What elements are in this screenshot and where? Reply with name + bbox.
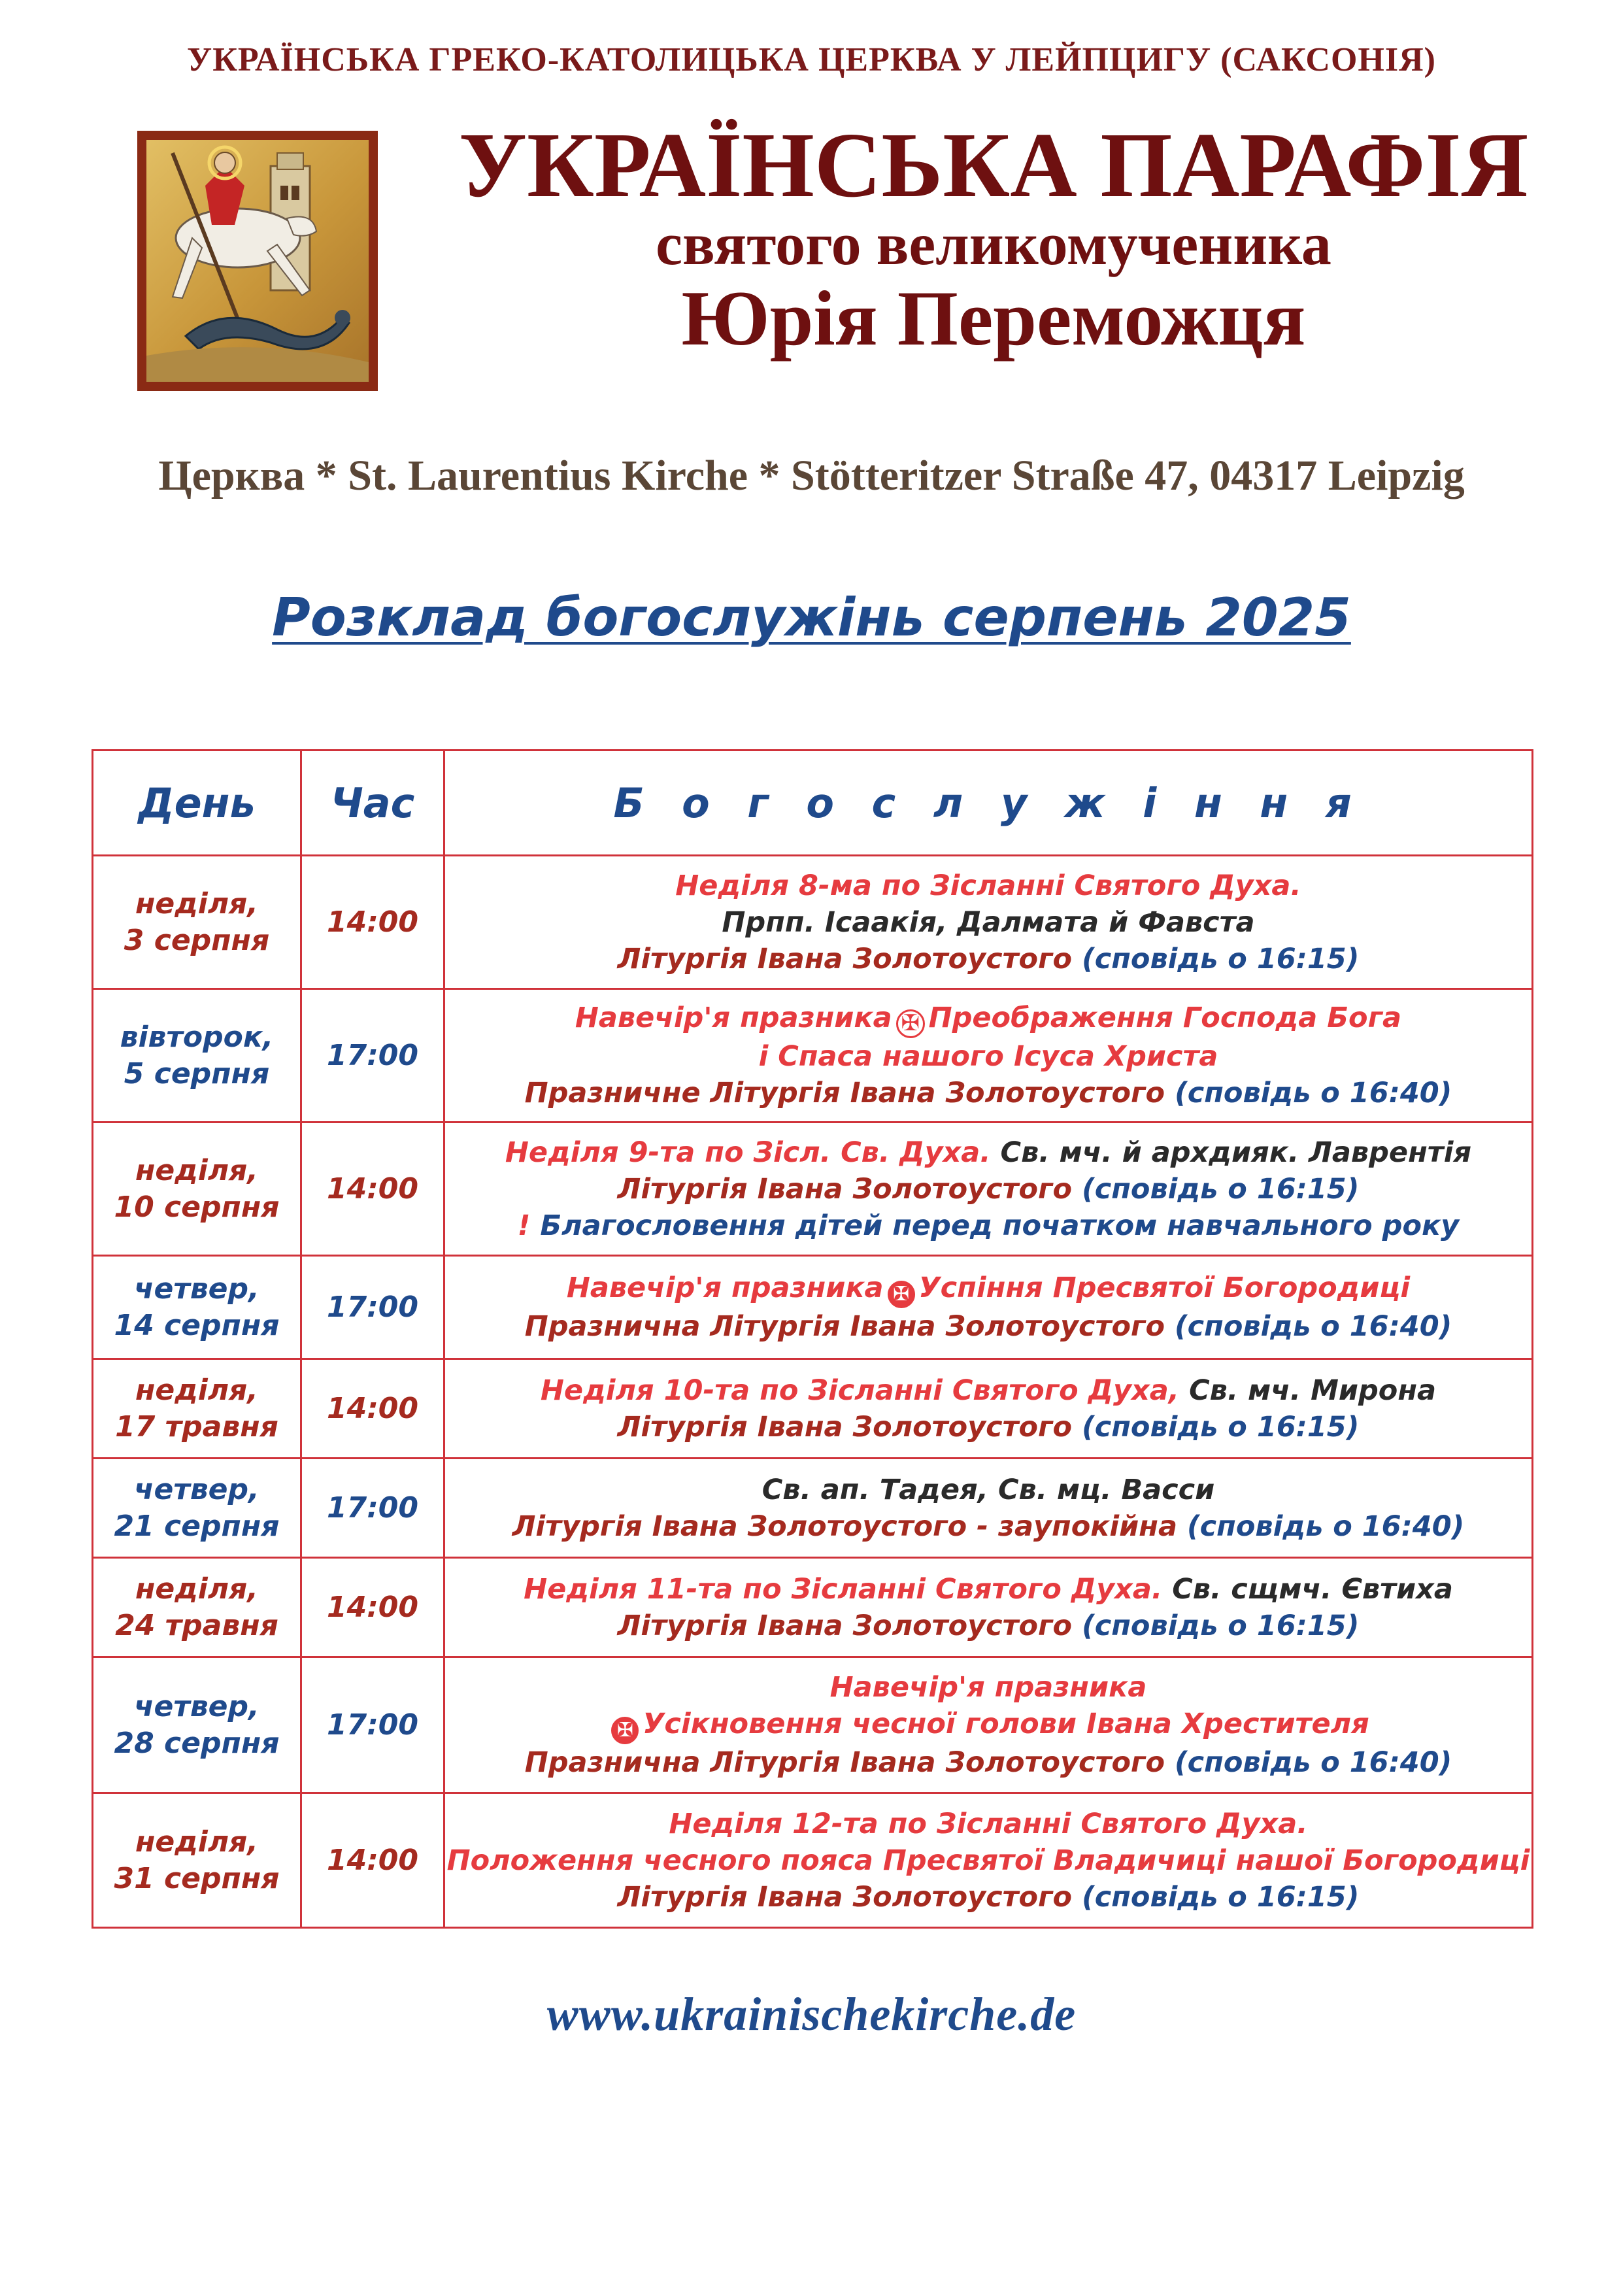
- feast-name: Успіння Пресвятої Богородиці: [918, 1272, 1411, 1304]
- service-cell: [444, 1123, 1533, 1256]
- date: 24 травня: [115, 1608, 278, 1642]
- liturgy-text: Празничне Літургія Івана Золотоустого: [524, 1077, 1165, 1109]
- weekday: неділя,: [135, 1373, 259, 1407]
- day-cell: [93, 1123, 301, 1256]
- st-george-icon: [137, 131, 378, 391]
- address-line: Церква * St. Laurentius Kirche * Stötteritzer Straße 47, 04317 Leipzig: [158, 452, 1465, 499]
- date: 17 травня: [115, 1410, 278, 1443]
- day-cell: [93, 989, 301, 1123]
- weekday: неділя,: [135, 1825, 259, 1859]
- day-cell: [93, 856, 301, 989]
- parish-subtitle: святого великомученика: [656, 211, 1331, 277]
- day-cell: [93, 1558, 301, 1657]
- confession-time: (сповідь о 16:40): [1177, 1510, 1465, 1543]
- service-cell: [444, 1793, 1533, 1928]
- liturgy-text: Літургія Івана Золотоустого: [617, 1880, 1073, 1914]
- weekday: неділя,: [135, 1572, 259, 1606]
- date: 14 серпня: [114, 1308, 280, 1342]
- service-line: Св. ап. Тадея, Св. мц. Васси: [761, 1473, 1215, 1506]
- exclamation-icon: !: [517, 1209, 531, 1242]
- schedule-title-text: Розклад богослужінь серпень 2025: [272, 587, 1351, 648]
- table-row: [93, 1558, 1533, 1657]
- table-row: [93, 1793, 1533, 1928]
- weekday: четвер,: [134, 1689, 259, 1723]
- liturgy-text: Літургія Івана Золотоустого: [617, 1410, 1073, 1443]
- service-line: Неділя 9-та по Зісл. Св. Духа.: [505, 1136, 991, 1169]
- service-cell: [444, 1359, 1533, 1459]
- schedule-table: [92, 749, 1533, 1929]
- confession-time: (сповідь о 16:15): [1072, 1410, 1360, 1443]
- table-row: [93, 1359, 1533, 1459]
- church-line: УКРАЇНСЬКА ГРЕКО-КАТОЛИЦЬКА ЦЕРКВА У ЛЕЙПЦИГУ (САКСОНІЯ): [187, 41, 1436, 78]
- table-row: [93, 856, 1533, 989]
- service-line: і Спаса нашого Ісуса Христа: [758, 1040, 1218, 1073]
- weekday: четвер,: [134, 1472, 259, 1506]
- header-day: День: [93, 751, 301, 856]
- confession-time: (сповідь о 16:40): [1165, 1310, 1452, 1343]
- confession-time: (сповідь о 16:40): [1165, 1077, 1452, 1109]
- weekday: неділя,: [135, 1153, 259, 1187]
- service-line: Прпп. Ісаакія, Далмата й Фавста: [722, 905, 1255, 939]
- weekday: вівторок,: [120, 1020, 274, 1054]
- service-line: Неділя 11-та по Зісланні Святого Духа.: [524, 1572, 1163, 1606]
- service-line: Навечір'я празника: [566, 1272, 884, 1304]
- cross-icon: ✠: [896, 1009, 925, 1038]
- saint-name: Св. сщмч. Євтиха: [1162, 1572, 1453, 1606]
- liturgy-text: Празнична Літургія Івана Золотоустого: [524, 1310, 1165, 1343]
- confession-time: (сповідь о 16:15): [1072, 942, 1360, 975]
- time-cell: 17:00: [301, 1256, 444, 1359]
- day-cell: [93, 1359, 301, 1459]
- saint-name: Св. мч. й архдияк. Лаврентія: [990, 1136, 1472, 1169]
- date: 21 серпня: [114, 1509, 280, 1543]
- time-cell: 17:00: [301, 1459, 444, 1558]
- time-cell: 17:00: [301, 989, 444, 1123]
- time-cell: 14:00: [301, 1123, 444, 1256]
- liturgy-text: Літургія Івана Золотоустого: [617, 942, 1073, 975]
- service-line: Положення чесного пояса Пресвятої Владичиці нашої Богородиці: [446, 1844, 1530, 1877]
- weekday: неділя,: [135, 886, 259, 920]
- confession-time: (сповідь о 16:15): [1072, 1880, 1360, 1914]
- table-row: [93, 989, 1533, 1123]
- day-cell: [93, 1793, 301, 1928]
- time-cell: 17:00: [301, 1657, 444, 1793]
- day-cell: [93, 1459, 301, 1558]
- table-row: [93, 1123, 1533, 1256]
- cross-icon: ✠: [888, 1281, 915, 1308]
- liturgy-text: Празнична Літургія Івана Золотоустого: [524, 1746, 1165, 1779]
- confession-time: (сповідь о 16:40): [1165, 1746, 1452, 1779]
- cross-icon: ✠: [611, 1717, 639, 1744]
- table-header-row: [93, 751, 1533, 856]
- time-cell: 14:00: [301, 856, 444, 989]
- schedule-title: [0, 587, 1623, 648]
- website-link[interactable]: www.ukrainischekirche.de: [546, 1988, 1077, 2040]
- service-line: Неділя 10-та по Зісланні Святого Духа,: [540, 1374, 1180, 1407]
- liturgy-text: Літургія Івана Золотоустого: [617, 1609, 1073, 1642]
- date: 10 серпня: [114, 1190, 280, 1224]
- service-cell: [444, 1459, 1533, 1558]
- feast-name: Усікновення чесної голови Івана Хрестителя: [643, 1708, 1369, 1740]
- service-cell: [444, 1558, 1533, 1657]
- liturgy-text: Літургія Івана Золотоустого: [617, 1172, 1073, 1206]
- date: 28 серпня: [114, 1726, 280, 1760]
- time-cell: 14:00: [301, 1558, 444, 1657]
- date: 3 серпня: [124, 923, 270, 957]
- feast-name: Преображення Господа Бога: [928, 1002, 1402, 1034]
- date: 5 серпня: [124, 1056, 270, 1090]
- header-service: Б о г о с л у ж і н н я: [444, 751, 1533, 856]
- date: 31 серпня: [114, 1861, 280, 1895]
- confession-time: (сповідь о 16:15): [1072, 1172, 1360, 1206]
- weekday: четвер,: [134, 1272, 259, 1306]
- time-cell: 14:00: [301, 1793, 444, 1928]
- table-row: [93, 1459, 1533, 1558]
- service-line: Навечір'я празника: [829, 1671, 1147, 1704]
- saint-name: Св. мч. Мирона: [1179, 1374, 1437, 1407]
- liturgy-text: Літургія Івана Золотоустого - заупокійна: [512, 1510, 1178, 1543]
- table-row: [93, 1657, 1533, 1793]
- service-cell: [444, 1256, 1533, 1359]
- service-line: Неділя 8-ма по Зісланні Святого Духа.: [675, 869, 1301, 902]
- parish-saint-name: Юрія Переможця: [681, 275, 1306, 362]
- time-cell: 14:00: [301, 1359, 444, 1459]
- table-row: [93, 1256, 1533, 1359]
- service-line: Навечір'я празника: [575, 1002, 892, 1034]
- service-line: Неділя 12-та по Зісланні Святого Духа.: [669, 1807, 1308, 1840]
- parish-title: УКРАЇНСЬКА ПАРАФІЯ: [458, 113, 1529, 216]
- day-cell: [93, 1657, 301, 1793]
- service-cell: [444, 1657, 1533, 1793]
- confession-time: (сповідь о 16:15): [1072, 1609, 1360, 1642]
- service-cell: [444, 856, 1533, 989]
- day-cell: [93, 1256, 301, 1359]
- service-cell: [444, 989, 1533, 1123]
- blessing-note: Благословення дітей перед початком навчального року: [530, 1209, 1460, 1242]
- header-time: Час: [301, 751, 444, 856]
